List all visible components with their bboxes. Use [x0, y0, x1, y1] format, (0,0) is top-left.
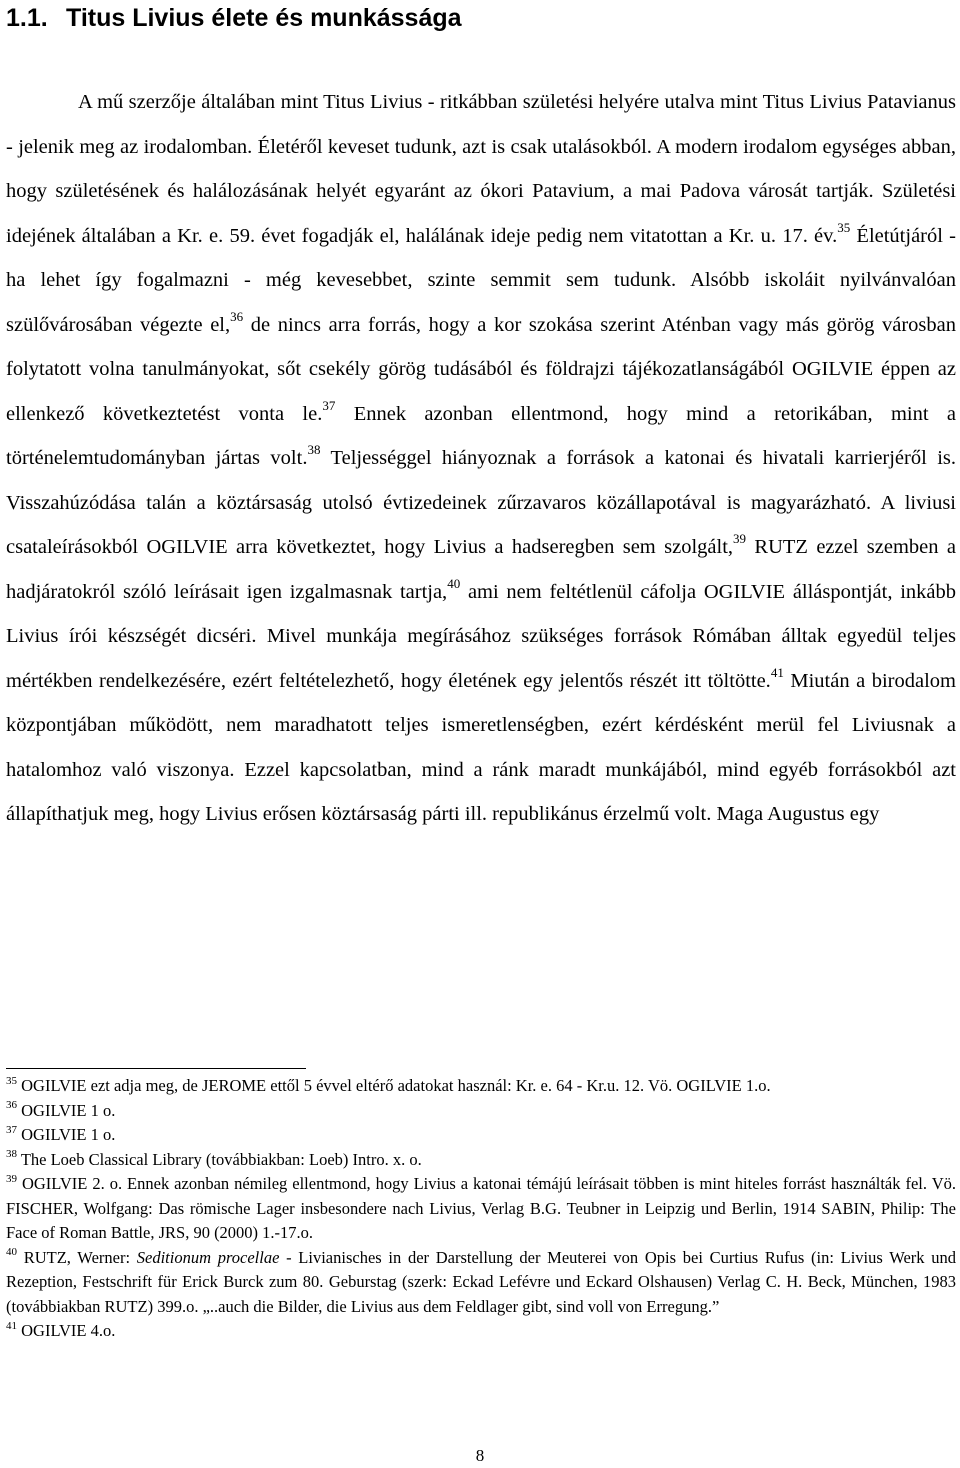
footnote-number: 39: [6, 1172, 17, 1185]
footnote-39: [6, 1172, 956, 1246]
footnote-41: [6, 1319, 956, 1344]
footnote-ref-39[interactable]: 39: [733, 531, 747, 547]
footnote-number: 41: [6, 1319, 17, 1332]
body-text-segment: de nincs arra forrás, hogy a kor szokása szerint Aténban vagy más görög városban folytatott volna tanulmányokat, sőt csekély görög tudásából és földrajzi tájékozatlanságából OGILVIE éppen az ellenkező következtetést vonta le.: [6, 313, 956, 425]
section-title: Titus Livius élete és munkássága: [66, 4, 462, 32]
body-text-segment: Életútjáról - ha lehet így fogalmazni - még kevesebbet, szinte semmit sem tudunk. Alsóbb iskoláit nyilvánvalóan szülővárosában végezte el,: [6, 224, 956, 336]
body-paragraph: [6, 80, 956, 837]
footnote-text: OGILVIE 1 o.: [17, 1100, 116, 1120]
page-number: 8: [475, 1446, 485, 1465]
footnote-40: [6, 1246, 956, 1320]
footnote-number: 37: [6, 1123, 17, 1136]
body-text-segment: A mű szerzője általában mint Titus Livius - ritkábban születési helyére utalva mint Titus Livius Patavianus - jelenik meg az irodalomban. Életéről keveset tudunk, azt is csak utalásokból. A modern irodalom egységes abban, hogy születésének és halálozásának helyét egyaránt az ókori Patavium, a mai Padova városát tartják. Születési idejének általában a Kr. e. 59. évet fogadják el, halálának ideje pedig nem vitatottan a Kr. u. 17. év.: [6, 91, 956, 247]
footnote-text: The Loeb Classical Library (továbbiakban: Loeb) Intro. x. o.: [17, 1149, 422, 1169]
footnote-text: OGILVIE 2. o. Ennek azonban némileg ellentmond, hogy Livius a katonai témájú leírásait többen is mint hiteles forrást használták fel. Vö. FISCHER, Wolfgang: Das römische Lager insbesondere nach Livius, Verlag B.G. Teubner in Leipzig und Berlin, 1914 SABIN, Philip: The Face of Roman Battle, JRS, 90 (2000) 1.-17.o.: [6, 1174, 956, 1242]
footnote-text: OGILVIE 4.o.: [17, 1321, 116, 1340]
footnote-35: [6, 1074, 956, 1099]
footnote-ref-36[interactable]: 36: [230, 308, 244, 324]
footnote-number: 36: [6, 1099, 17, 1111]
footnote-ref-41[interactable]: 41: [770, 664, 784, 680]
footnote-text: OGILVIE ezt adja meg, de JEROME ettől 5 évvel eltérő adatokat használ: Kr. e. 64 - Kr.u. 12. Vö. OGILVIE 1.o.: [17, 1076, 771, 1095]
footnote-ref-38[interactable]: 38: [307, 442, 321, 458]
body-text-segment: ami nem feltétlenül cáfolja OGILVIE álláspontját, inkább Livius írói készségét dicséri. Mivel munkája megírásához szükséges források Rómában álltak egyedül teljes mértékben rendelkezésére, ezért feltételezhető, hogy életének egy jelentős részét itt töltötte.: [6, 580, 956, 692]
footnote-separator: [6, 1068, 306, 1069]
footnote-ref-40[interactable]: 40: [447, 575, 461, 591]
footnote-ref-37[interactable]: 37: [322, 397, 336, 413]
footnote-number: 40: [6, 1246, 17, 1258]
footnote-italic-title: Seditionum procellae: [136, 1247, 280, 1267]
section-number: 1.1.: [6, 4, 48, 32]
body-text-segment: RUTZ ezzel szemben a hadjáratokról szóló leírásait igen izgalmasnak tartja,: [6, 536, 956, 603]
footnote-text: RUTZ, Werner:: [17, 1247, 137, 1267]
footnotes: [6, 1074, 956, 1344]
footnote-38: [6, 1148, 956, 1173]
footnote-number: 35: [6, 1074, 17, 1087]
body-text-segment: Teljességgel hiányoznak a források a katonai és hivatali karrierjéről is. Visszahúzódása talán a köztársaság utolsó évtizedeinek zűrzavaros közállapotával is magyarázható. A liviusi csataleírásokból OGILVIE arra következtet, hogy Livius a hadseregben sem szolgált,: [6, 447, 957, 558]
footnote-37: [6, 1123, 956, 1148]
section-heading: [6, 2, 462, 34]
body-text-segment: Miután a birodalom központjában működött, nem maradhatott teljes ismeretlenségben, ezért kérdésként merül fel Liviusnak a hatalomhoz való viszonya. Ezzel kapcsolatban, mind a ránk maradt munkájából, mind egyéb forrásokból azt állapíthatjuk meg, hogy Livius erősen köztársaság párti ill. republikánus érzelmű volt. Maga Augustus egy: [6, 669, 956, 825]
footnote-ref-35[interactable]: 35: [837, 219, 851, 235]
footnote-text: OGILVIE 1 o.: [17, 1125, 116, 1144]
footnote-36: [6, 1099, 956, 1124]
footnote-text: - Livianisches in der Darstellung der Meuterei von Opis bei Curtius Rufus (in: Livius Werk und Rezeption, Festschrift für Erick Burck zum 80. Geburstag (szerk: Eckad Lefévre und Eckard Olshausen) Verlag C. H. Beck, München, 1983 (továbbiakban RUTZ) 399.o. „..auch die Bilder, die Livius aus dem Feldlager gibt, sind voll von Erregung.”: [6, 1247, 956, 1316]
footnote-number: 38: [6, 1148, 17, 1160]
body-text-segment: Ennek azonban ellentmond, hogy mind a retorikában, mint a történelemtudományban jártas volt.: [6, 402, 956, 469]
